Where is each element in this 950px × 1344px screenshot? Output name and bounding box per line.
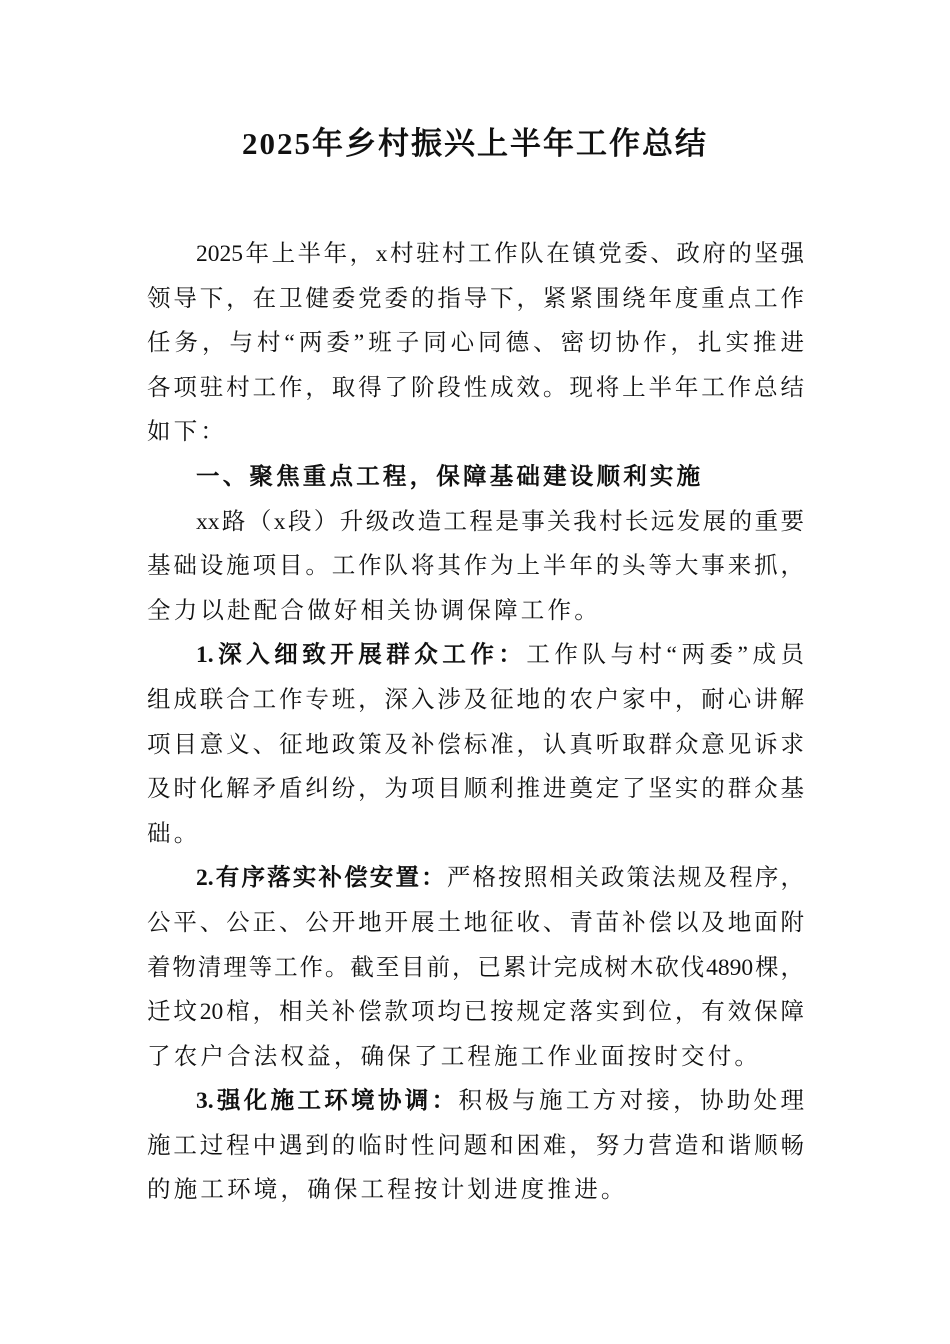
paragraph-lead: 3.强化施工环境协调： [196,1088,459,1115]
text-line [147,633,804,678]
text-line: 全力以赴配合做好相关协调保障工作。 [147,597,601,624]
text-line: 施工过程中遇到的临时性问题和困难，努力营造和谐顺畅 [147,1132,804,1159]
text-line: 各项驻村工作，取得了阶段性成效。现将上半年工作总结 [147,374,804,401]
text-line: 的施工环境，确保工程按计划进度推进。 [147,1177,628,1204]
text-line: 础。 [147,820,201,847]
text-line: 领导下，在卫健委党委的指导下，紧紧围绕年度重点工作 [147,285,804,312]
paragraph-lead: 2.有序落实补偿安置： [196,865,447,892]
text-line: 2025年上半年，x村驻村工作队在镇党委、政府的坚强 [196,241,804,267]
paragraph [147,232,804,455]
numbered-paragraph [147,1079,804,1213]
text-line: xx路（x段）升级改造工程是事关我村长远发展的重要 [196,508,804,535]
numbered-paragraph [147,633,804,856]
text-line [147,1079,804,1124]
paragraph-lead: 1.深入细致开展群众工作： [196,642,527,669]
document-body [147,232,804,1213]
section-heading [147,455,804,500]
text-line: 如下： [147,419,228,446]
text-line: 着物清理等工作。截至目前，已累计完成树木砍伐4890棵， [147,954,804,981]
paragraph-text: 工作队与村“两委”成员 [526,642,804,669]
text-line: 了农户合法权益，确保了工程施工作业面按时交付。 [147,1043,762,1070]
paragraph-text: 严格按照相关政策法规及程序， [446,865,805,892]
text-line: 任务，与村“两委”班子同心同德、密切协作，扎实推进 [147,330,804,357]
paragraph [147,500,804,634]
text-line: 公平、公正、公开地开展土地征收、青苗补偿以及地面附 [147,909,804,936]
text-line [147,856,804,901]
text-line: 组成联合工作专班，深入涉及征地的农户家中，耐心讲解 [147,686,804,713]
text-line: 及时化解矛盾纠纷，为项目顺利推进奠定了坚实的群众基 [147,776,804,803]
paragraph-text: 积极与施工方对接，协助处理 [458,1088,805,1115]
text-line: 基础设施项目。工作队将其作为上半年的头等大事来抓， [147,553,804,580]
document-title: 2025年乡村振兴上半年工作总结 [242,126,708,161]
text-line: 项目意义、征地政策及补偿标准，认真听取群众意见诉求 [147,731,804,758]
text-line: 迁坟20棺，相关补偿款项均已按规定落实到位，有效保障 [147,999,804,1026]
numbered-paragraph [147,856,804,1079]
text-line: 一、聚焦重点工程，保障基础建设顺利实施 [196,463,704,490]
